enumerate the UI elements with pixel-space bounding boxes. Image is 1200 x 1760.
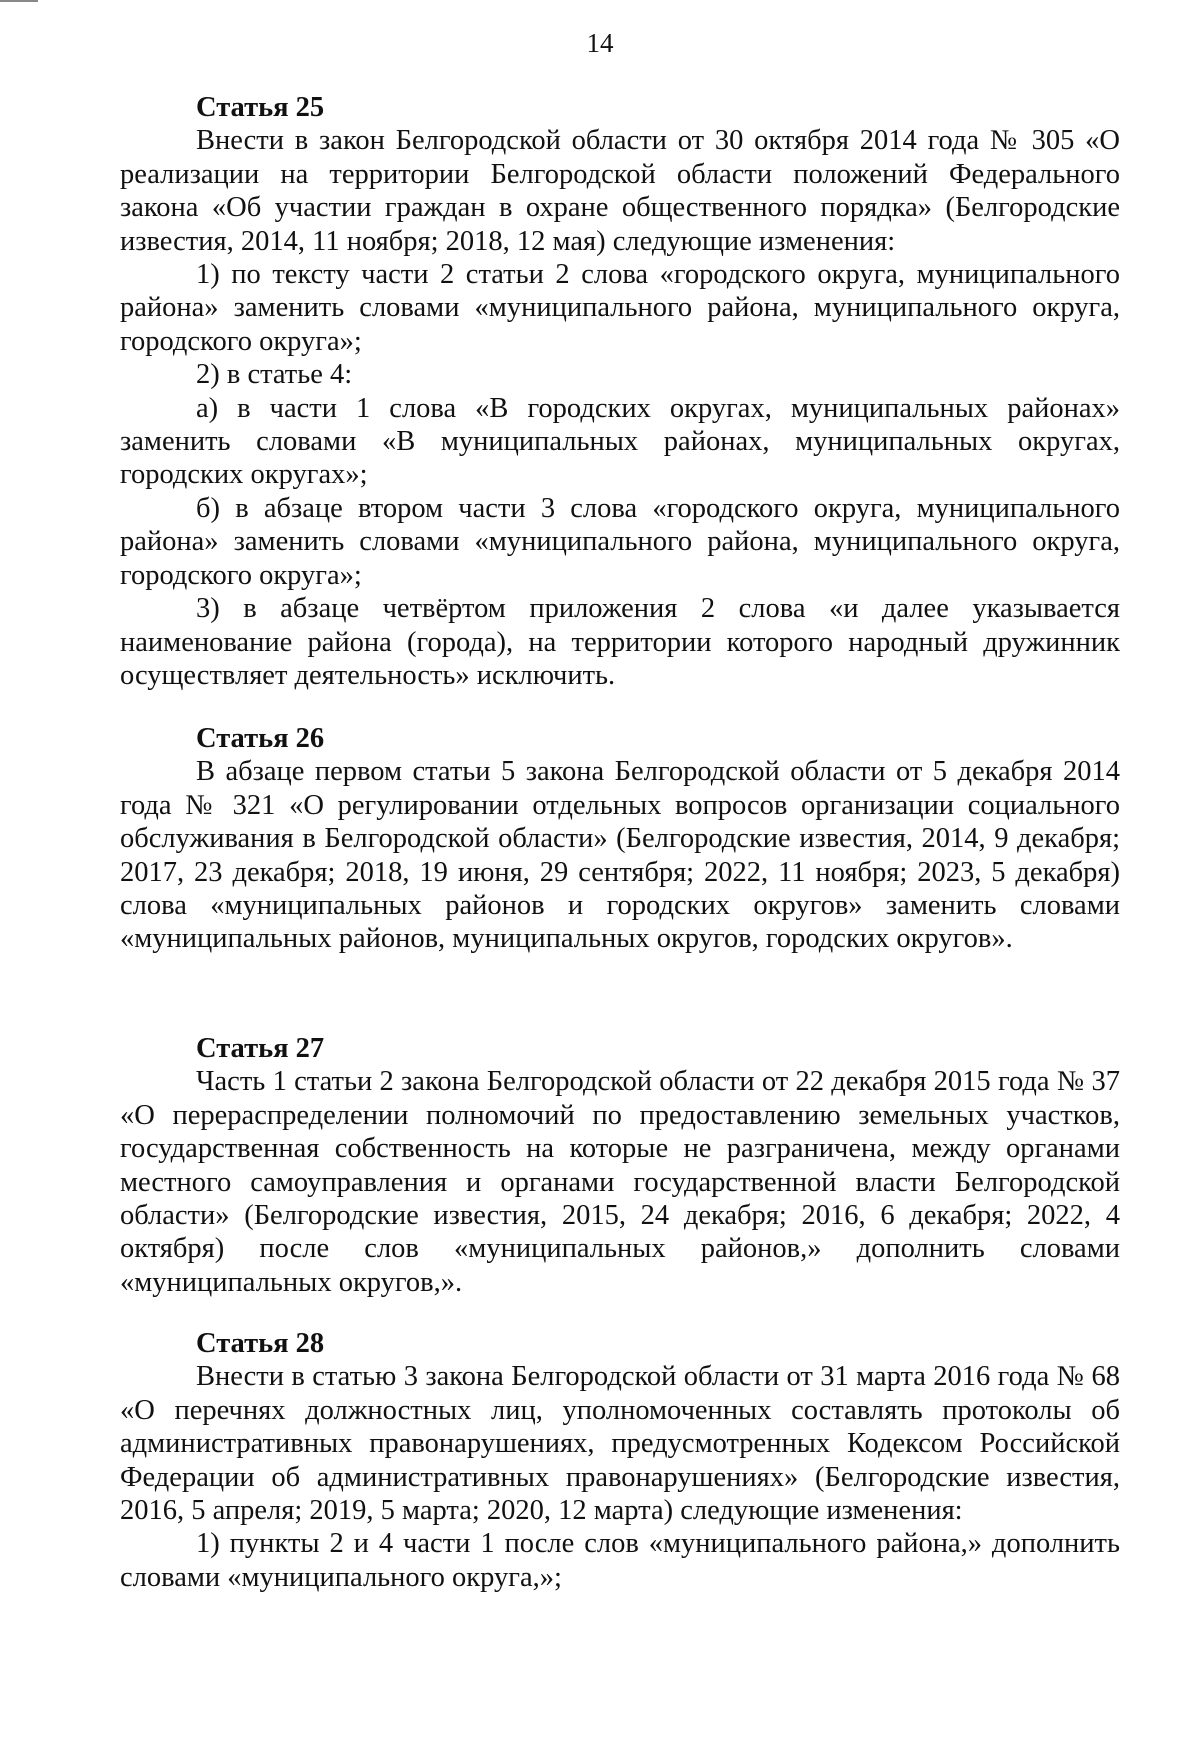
article-paragraph: а) в части 1 слова «В городских округах, муниципальных районах» заменить словами «В муниципальных районах, муниципальных округах, городских округах»;: [120, 392, 1120, 491]
article-paragraph: Часть 1 статьи 2 закона Белгородской области от 22 декабря 2015 года № 37 «О перераспределении полномочий по предоставлению земельных участков, государственная собственность на которые не разграничена, между органами местного самоуправления и органами государственной власти Белгородской области» (Белгородские известия, 2015, 24 декабря; 2016, 6 декабря; 2022, 4 октября) после слов «муниципальных районов,» дополнить словами «муниципальных округов,».: [120, 1066, 1120, 1298]
article-heading: Статья 25: [196, 92, 325, 123]
article-28: [120, 1327, 1120, 1594]
article-paragraph: 2) в статье 4:: [196, 359, 353, 391]
article-paragraph: 1) по тексту части 2 статьи 2 слова «городского округа, муниципального района» заменить словами «муниципального района, муниципального округа, городского округа»;: [120, 259, 1120, 357]
article-heading: Статья 27: [196, 1033, 325, 1064]
article-heading: Статья 26: [196, 723, 325, 754]
article-paragraph: В абзаце первом статьи 5 закона Белгородской области от 5 декабря 2014 года № 321 «О регулировании отдельных вопросов организации социального обслуживания в Белгородской области» (Белгородские известия, 2014, 9 декабря; 2017, 23 декабря; 2018, 19 июня, 29 сентября; 2022, 11 ноября; 2023, 5 декабря) слова «муниципальных районов и городских округов» заменить словами «муниципальных районов, муниципальных округов, городских округов».: [120, 756, 1120, 955]
article-heading: Статья 28: [196, 1328, 325, 1359]
page-number: 14: [586, 28, 614, 58]
article-paragraph: Внести в статью 3 закона Белгородской области от 31 марта 2016 года № 68 «О перечнях должностных лиц, уполномоченных составлять протоколы об административных правонарушениях, предусмотренных Кодексом Российской Федерации об административных правонарушениях» (Белгородские известия, 2016, 5 апреля; 2019, 5 марта; 2020, 12 марта) следующие изменения:: [120, 1361, 1120, 1527]
article-26: [120, 722, 1120, 956]
article-paragraph: 3) в абзаце четвёртом приложения 2 слова «и далее указывается наименование района (города), на территории которого народный дружинник осуществляет деятельность» исключить.: [120, 593, 1120, 691]
scan-corner-mark: [0, 0, 38, 2]
article-paragraph: Внести в закон Белгородской области от 30 октября 2014 года № 305 «О реализации на территории Белгородской области положений Федерального закона «Об участии граждан в охране общественного порядка» (Белгородские известия, 2014, 11 ноября; 2018, 12 мая) следующие изменения:: [120, 125, 1120, 257]
article-paragraph: 1) пункты 2 и 4 части 1 после слов «муниципального района,» дополнить словами «муниципального округа,»;: [120, 1528, 1120, 1593]
article-27: [120, 1032, 1120, 1299]
article-paragraph: б) в абзаце втором части 3 слова «городского округа, муниципального района» заменить словами «муниципального района, муниципального округа, городского округа»;: [120, 492, 1120, 591]
article-25: [120, 91, 1120, 692]
